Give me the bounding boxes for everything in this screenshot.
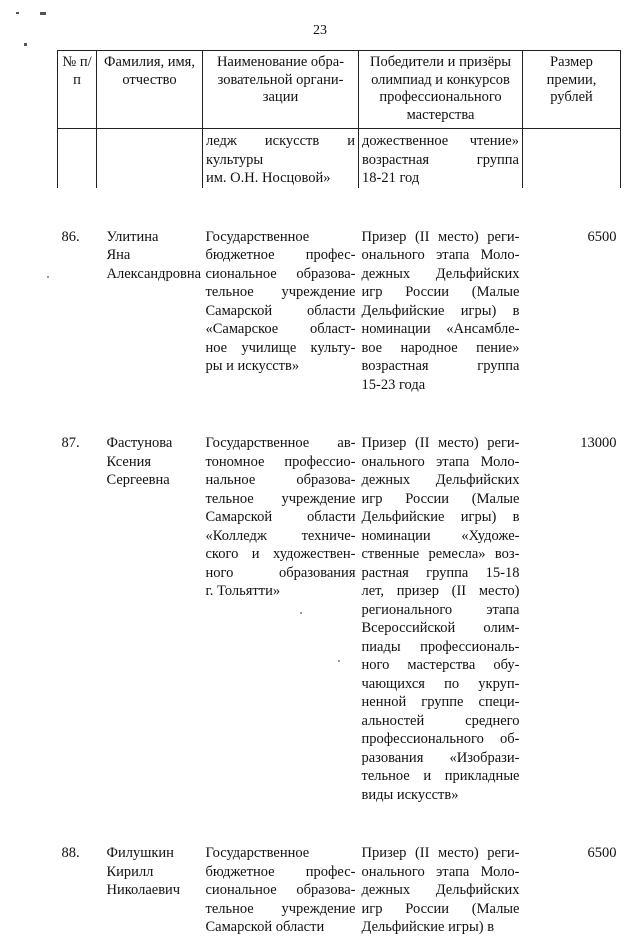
- continuation-winners: дожественное чтение» возрастная группа 18-21 год: [359, 129, 523, 188]
- entry-achievement: Призер (II место) реги- онального этапа Моло- дежных Дельфийских игр России (Малые Дельфийские игры) в номинации «Ансамбле- вое народное пение» возрастная группа 15-23 года: [361, 228, 520, 393]
- entry-number: 86.: [61, 228, 80, 245]
- entry-name: Филушкин Кирилл Николаевич: [106, 845, 181, 898]
- entry-achievement: Призер (II место) реги- онального этапа Моло- дежных Дельфийских игр России (Малые Дельфийские игры) в номинации «Художе- ственные ремесла» воз- растная группа 15-18 лет, призер (II место) регионального этапа Всероссийской олим- пиады профессиональ- ного мастерства обу- чающихся по укруп- ненной группе специ- альностей среднего профессионального об- разования «Изобрази- тельное и прикладные виды искусств»: [361, 435, 520, 803]
- entry-name: Улитина Яна Александровна: [106, 228, 202, 282]
- page-number: 23: [313, 23, 327, 38]
- scan-artifact: [24, 43, 27, 46]
- header-org: Наименование обра-зовательной органи-зации: [203, 51, 359, 129]
- scan-artifact: [47, 276, 49, 278]
- row-gap: [58, 804, 621, 844]
- entry-prize: 6500: [587, 845, 617, 861]
- entry-organization: Государственное ав- тономное профессио- нальное образова- тельное учреждение Самарской области «Колледж техниче- ского и художествен- ного образования г. Тольятти»: [205, 435, 356, 599]
- table-header-row: [58, 51, 621, 129]
- entry-number: 87.: [61, 435, 80, 451]
- entry-achievement: Призер (II место) реги- онального этапа Моло- дежных Дельфийских игр России (Малые Дельфийские игры) в: [361, 845, 520, 935]
- header-winners: Победители и призёры олимпиад и конкурсов профессионального мастерства: [359, 51, 523, 129]
- entry-prize: 13000: [580, 435, 617, 451]
- entry-organization: Государственное бюджетное профес- сиональное образова- тельное учреждение Самарской области «Самарское област- ное училище культу- ры и искусств»: [205, 228, 356, 374]
- entry-number: 88.: [61, 845, 80, 861]
- award-table: [57, 50, 621, 937]
- entry-prize: 6500: [587, 228, 617, 245]
- header-prize: Размер премии, рублей: [523, 51, 621, 129]
- scan-artifact: [40, 12, 46, 15]
- entry-name: Фастунова Ксения Сергеевна: [106, 435, 173, 488]
- continuation-org: ледж искусств и культуры им. О.Н. Носцовой»: [203, 129, 359, 188]
- header-name: Фамилия, имя, отчество: [97, 51, 203, 129]
- header-num: № п/п: [58, 51, 97, 129]
- table-row: [58, 844, 621, 937]
- row-gap: [58, 188, 621, 228]
- scan-artifact: [16, 12, 19, 14]
- entry-organization: Государственное бюджетное профес- сиональное образова- тельное учреждение Самарской области: [205, 845, 356, 935]
- table-row: [58, 228, 621, 395]
- row-gap: [58, 394, 621, 434]
- table-row: [58, 434, 621, 804]
- continuation-row: [58, 129, 621, 188]
